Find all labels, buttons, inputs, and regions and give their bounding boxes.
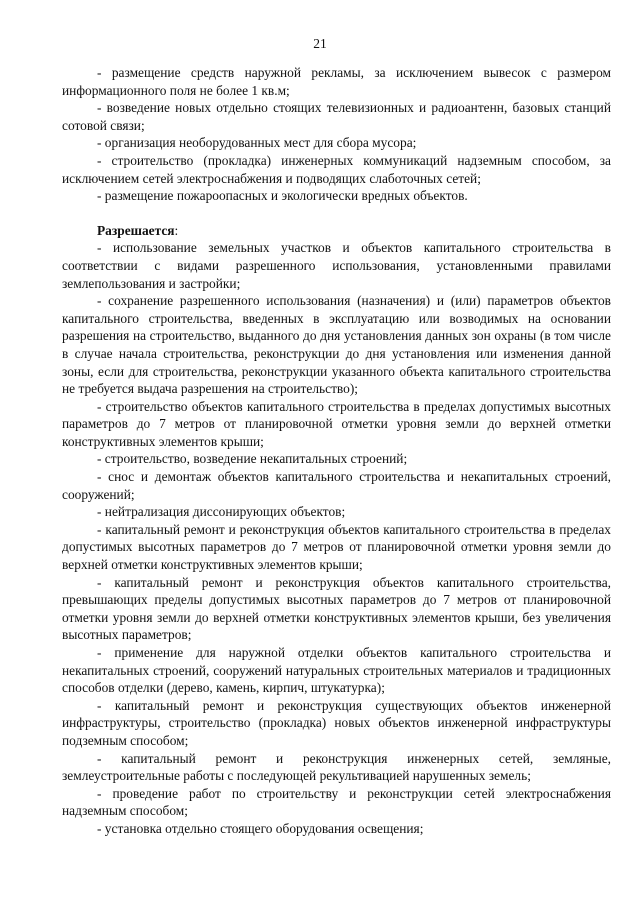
list-item: - снос и демонтаж объектов капитального строительства и некапитальных строений, сооружений;: [62, 469, 611, 502]
list-item: - капитальный ремонт и реконструкция объектов капитального строительства, превышающих пределы допустимых высотных параметров до 7 метров от планировочной отметки уровня земли до верхней отметки конструктивных элементов крыши, без увеличения высотных параметров;: [62, 574, 611, 643]
section-spacer: [62, 205, 611, 222]
list-item: - строительство, возведение некапитальных строений;: [97, 451, 408, 467]
list-item: - размещение средств наружной рекламы, за исключением вывесок с размером информационного поля не более 1 кв.м;: [62, 65, 611, 98]
list-item: - установка отдельно стоящего оборудования освещения;: [97, 820, 424, 836]
list-item: - капитальный ремонт и реконструкция существующих объектов инженерной инфраструктуры, строительство (прокладка) новых объектов инженерной инфраструктуры подземным способом;: [62, 697, 611, 748]
list-item: - проведение работ по строительству и реконструкции сетей электроснабжения надземным способом;: [62, 785, 611, 819]
permitted-list: [62, 239, 611, 837]
list-item: - размещение пожароопасных и экологически вредных объектов.: [97, 188, 468, 204]
list-item: - организация необорудованных мест для сбора мусора;: [97, 135, 417, 151]
section-heading-permitted: [62, 222, 611, 240]
list-item: - нейтрализация диссонирующих объектов;: [97, 504, 346, 520]
heading-bold-text: Разрешается: [97, 222, 175, 238]
page-number: 21: [313, 36, 327, 51]
prohibited-list: [62, 64, 611, 205]
list-item: - сохранение разрешенного использования (назначения) и (или) параметров объектов капитального строительства, введенных в эксплуатацию или возводимых на основании разрешения на строительство, выданного до дня установления данных зон охраны (в том числе в случае начала строительства, реконструкции до дня установления или изменения данной зоны, если для строительства, реконструкции указанного объекта капитального строительства не требуется выдача разрешения на строительство);: [62, 293, 611, 397]
heading-colon: :: [174, 222, 179, 238]
list-item: - использование земельных участков и объектов капитального строительства в соответствии с видами разрешенного использования, установленными правилами землепользования и застройки;: [62, 240, 611, 291]
list-item: - строительство объектов капитального строительства в пределах допустимых высотных параметров до 7 метров от планировочной отметки уровня земли до верхней отметки конструктивных элементов крыши;: [62, 398, 611, 449]
list-item: - капитальный ремонт и реконструкция объектов капитального строительства в пределах допустимых высотных параметров до 7 метров от планировочной отметки уровня земли до верхней отметки конструктивных элементов крыши;: [62, 521, 611, 573]
list-item: - возведение новых отдельно стоящих телевизионных и радиоантенн, базовых станций сотовой связи;: [62, 100, 611, 133]
list-item: - применение для наружной отделки объектов капитального строительства и некапитальных строений, сооружений натуральных строительных материалов и традиционных способов отделки (дерево, камень, кирпич, штукатурка);: [62, 645, 611, 696]
list-item: - строительство (прокладка) инженерных коммуникаций надземным способом, за исключением сетей электроснабжения и подводящих слаботочных сетей;: [62, 152, 611, 186]
list-item: - капитальный ремонт и реконструкция инженерных сетей, земляные, землеустроительные работы с последующей рекультивацией нарушенных земель;: [62, 750, 611, 784]
document-body: [62, 64, 611, 838]
